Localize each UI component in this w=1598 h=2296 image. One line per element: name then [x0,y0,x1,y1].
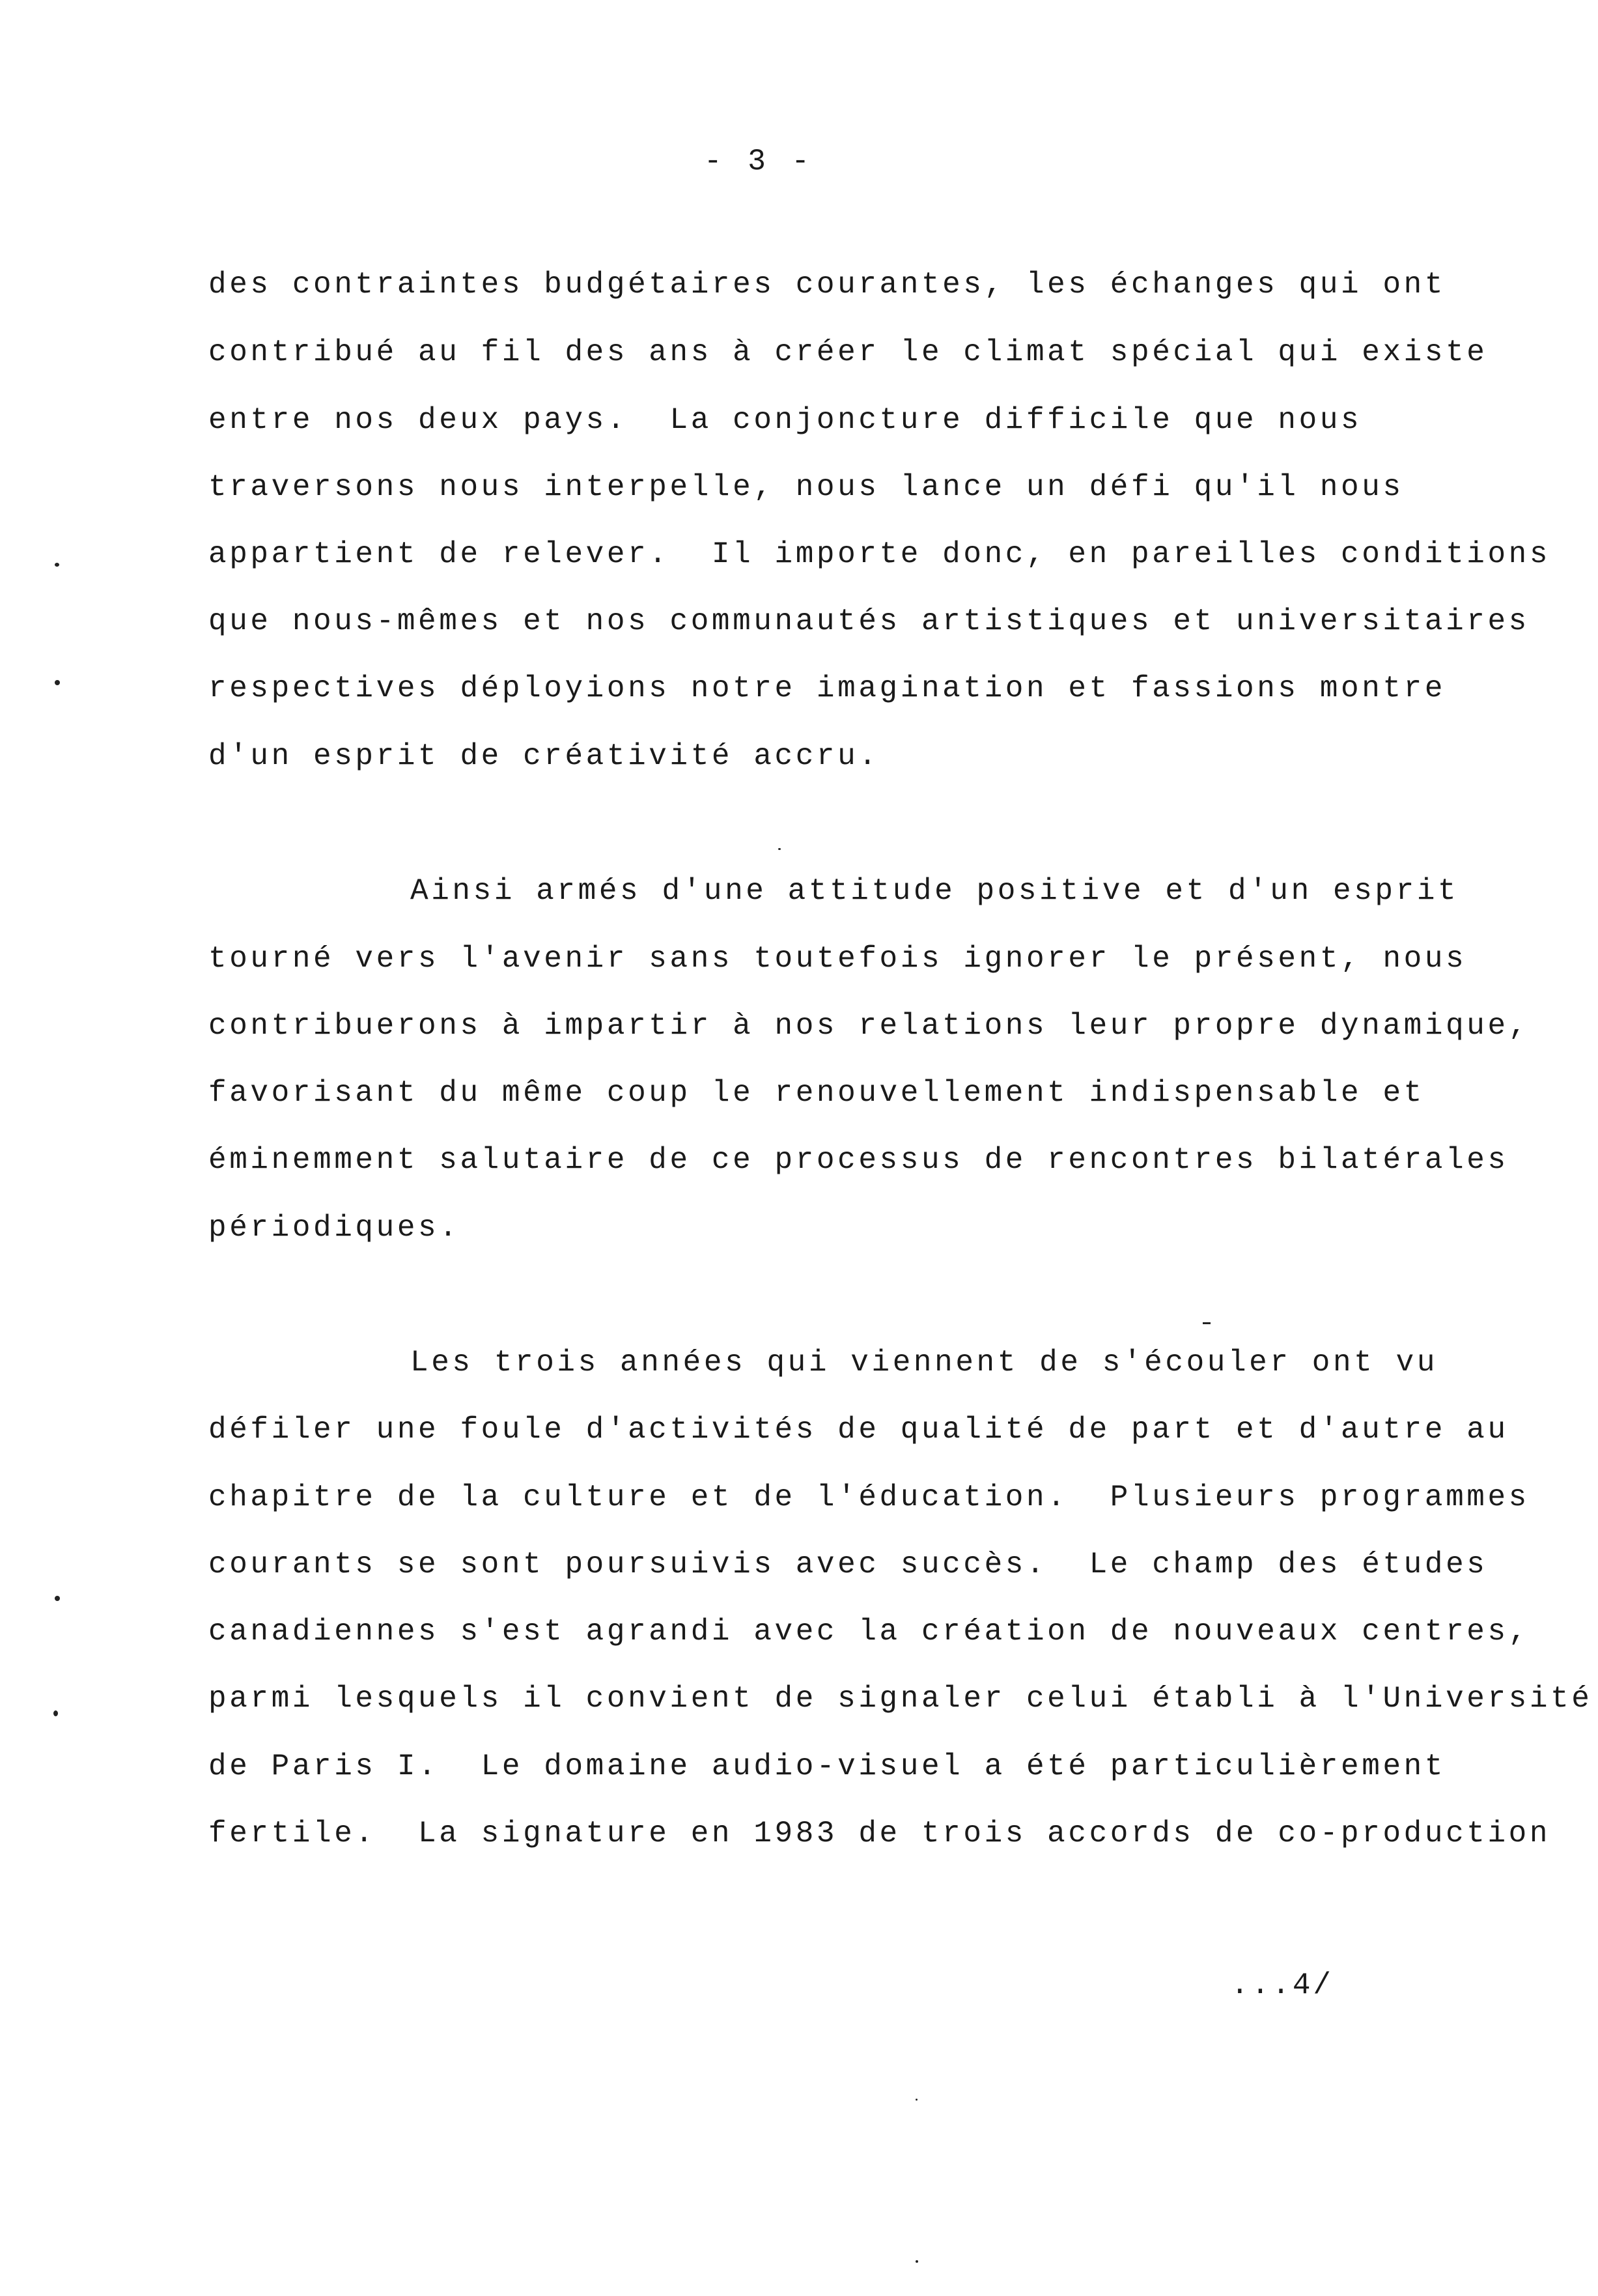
paragraph-1-line-1: des contraintes budgétaires courantes, les échanges qui ont [208,268,1446,302]
paragraph-2-line-3: contribuerons à impartir à nos relations leur propre dynamique, [208,1009,1530,1043]
paragraph-1-line-6: que nous-mêmes et nos communautés artistiques et universitaires [208,604,1530,638]
continuation-marker: ...4/ [1231,1968,1334,2002]
scan-speck [778,848,781,850]
paragraph-3-line-1: Les trois années qui viennent de s'écouler ont vu [410,1346,1438,1380]
paragraph-3-line-3: chapitre de la culture et de l'éducation. Plusieurs programmes [208,1481,1530,1514]
scan-speck [55,680,60,685]
paragraph-2-line-4: favorisant du même coup le renouvellement indispensable et [208,1076,1425,1110]
scan-speck [55,1596,60,1601]
paragraph-3-line-7: de Paris I. Le domaine audio-visuel a été particulièrement [208,1750,1446,1783]
paragraph-2-line-6: périodiques. [208,1211,460,1245]
paragraph-2-line-2: tourné vers l'avenir sans toutefois ignorer le présent, nous [208,942,1467,976]
paragraph-3-line-5: canadiennes s'est agrandi avec la création de nouveaux centres, [208,1615,1530,1649]
scan-speck [53,1710,58,1716]
paragraph-1-line-4: traversons nous interpelle, nous lance un défi qu'il nous [208,470,1404,504]
scan-speck [916,2099,918,2101]
paragraph-1-line-8: d'un esprit de créativité accru. [208,739,880,773]
paragraph-2-line-5: éminemment salutaire de ce processus de rencontres bilatérales [208,1143,1509,1177]
scan-speck [55,563,59,567]
scan-speck [1203,1322,1211,1324]
paragraph-1-line-2: contribué au fil des ans à créer le climat spécial qui existe [208,335,1488,369]
page-number: - 3 - [703,145,814,178]
paragraph-1-line-5: appartient de relever. Il importe donc, en pareilles conditions [208,537,1551,571]
paragraph-2-line-1: Ainsi armés d'une attitude positive et d'un esprit [410,874,1459,908]
scan-speck [916,2260,918,2263]
paragraph-1-line-7: respectives déployions notre imagination et fassions montre [208,672,1446,705]
paragraph-3-line-2: défiler une foule d'activités de qualité de part et d'autre au [208,1413,1509,1447]
paragraph-3-line-4: courants se sont poursuivis avec succès. Le champ des études [208,1548,1488,1581]
paragraph-1-line-3: entre nos deux pays. La conjoncture difficile que nous [208,403,1362,437]
paragraph-3-line-8: fertile. La signature en 1983 de trois accords de co-production [208,1817,1551,1850]
paragraph-3-line-6: parmi lesquels il convient de signaler celui établi à l'Université [208,1682,1593,1716]
